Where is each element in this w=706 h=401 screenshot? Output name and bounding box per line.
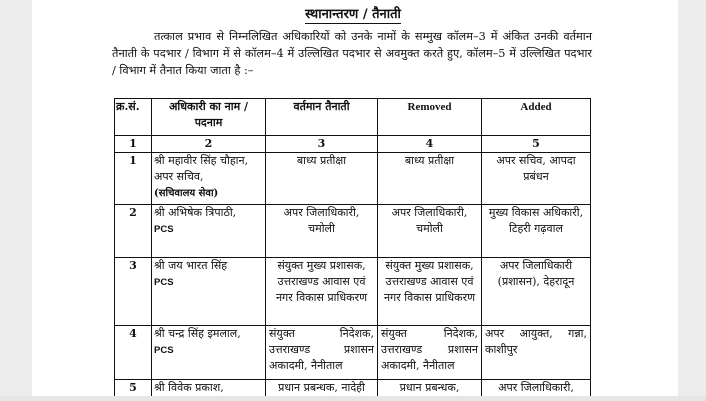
officer-service: PCS: [154, 345, 174, 356]
right-margin: [678, 0, 706, 401]
table-row: [115, 326, 591, 380]
row-removed: अपर जिलाधिकारी, चमोली: [378, 205, 482, 258]
row-officer-name: [152, 153, 266, 205]
transfer-table: [114, 98, 591, 400]
column-number: 1: [115, 136, 152, 153]
column-number: 3: [266, 136, 378, 153]
officer-name: श्री अभिषेक त्रिपाठी,: [154, 206, 237, 219]
officer-name: श्री जय भारत सिंह: [154, 259, 228, 272]
intro-paragraph: तत्काल प्रभाव से निम्नलिखित अधिकारियों को उनके नामों के सम्मुख कॉलम–3 में अंकित उनकी वर्तमान तैनाती के पदभार / विभाग में से कॉलम–4 में उल्लिखित पदभार से अवमुक्त करते हुए, कॉलम–5 में उल्लिखित पदभार / विभाग में तैनात किया जाता है :–: [112, 30, 592, 77]
row-removed: प्रधान प्रबन्धक,: [378, 380, 482, 400]
table-header-row: [115, 99, 591, 136]
row-current-posting: बाध्य प्रतीक्षा: [266, 153, 378, 205]
row-current-posting: प्रधान प्रबन्धक, नादेही: [266, 380, 378, 400]
row-added: अपर सचिव, आपदा प्रबंधन: [482, 153, 591, 205]
header-officer: अधिकारी का नाम / पदनाम: [152, 99, 266, 136]
header-current-posting: वर्तमान तैनाती: [266, 99, 378, 136]
bottom-edge: [0, 396, 706, 401]
column-number: 2: [152, 136, 266, 153]
row-current-posting: अपर जिलाधिकारी, चमोली: [266, 205, 378, 258]
row-officer-name: [152, 326, 266, 380]
column-number-row: [115, 136, 591, 153]
row-officer-name: [152, 205, 266, 258]
column-number: 5: [482, 136, 591, 153]
row-removed: संयुक्त निदेशक, उत्तराखण्ड प्रशासन अकादमी, नैनीताल: [378, 326, 482, 380]
officer-name: श्री महावीर सिंह चौहान, अपर सचिव,: [154, 154, 249, 183]
page-title: [0, 4, 706, 22]
column-number: 4: [378, 136, 482, 153]
row-added: अपर आयुक्त, गन्ना, काशीपुर: [482, 326, 591, 380]
table-row: [115, 258, 591, 326]
row-added: अपर जिलाधिकारी (प्रशासन), देहरादून: [482, 258, 591, 326]
officer-name: श्री चन्द्र सिंह इमलाल,: [154, 327, 241, 340]
left-margin: [0, 0, 32, 401]
page-title-text: स्थानान्तरण / तैनाती: [305, 7, 401, 22]
officer-service: PCS: [154, 224, 174, 235]
row-removed: संयुक्त मुख्य प्रशासक, उत्तराखण्ड आवास एवं नगर विकास प्राधिकरण: [378, 258, 482, 326]
header-removed: Removed: [378, 99, 482, 136]
row-serial: 3: [115, 258, 152, 326]
row-added: अपर जिलाधिकारी,: [482, 380, 591, 400]
row-serial: 2: [115, 205, 152, 258]
row-current-posting: संयुक्त निदेशक, उत्तराखण्ड प्रशासन अकादमी, नैनीताल: [266, 326, 378, 380]
officer-service: PCS: [154, 277, 174, 288]
table-row: [115, 205, 591, 258]
row-officer-name: [152, 258, 266, 326]
officer-name: श्री विवेक प्रकाश,: [154, 381, 224, 394]
header-serial: क्र.सं.: [115, 99, 152, 136]
row-added: मुख्य विकास अधिकारी, टिहरी गढ़वाल: [482, 205, 591, 258]
header-added: Added: [482, 99, 591, 136]
row-removed: बाध्य प्रतीक्षा: [378, 153, 482, 205]
row-serial: 5: [115, 380, 152, 400]
officer-service: (सचिवालय सेवा): [154, 188, 219, 199]
row-current-posting: संयुक्त मुख्य प्रशासक, उत्तराखण्ड आवास एवं नगर विकास प्राधिकरण: [266, 258, 378, 326]
table-row: [115, 153, 591, 205]
row-serial: 4: [115, 326, 152, 380]
row-serial: 1: [115, 153, 152, 205]
